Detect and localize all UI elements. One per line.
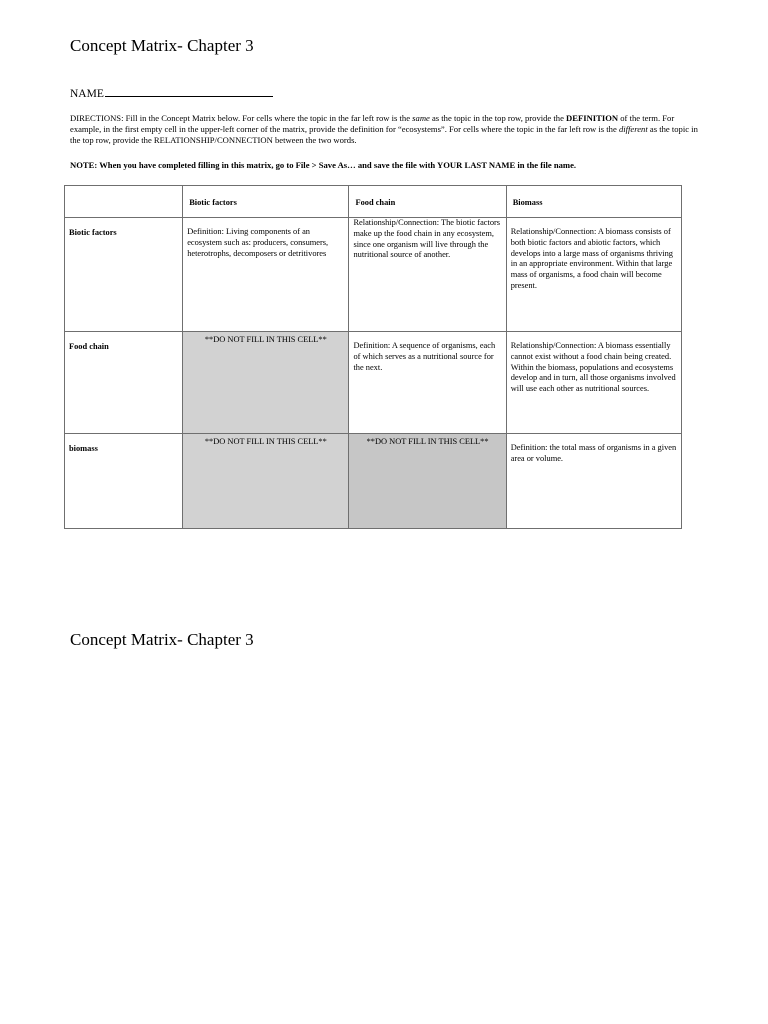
directions-paragraph (70, 113, 698, 146)
cell-biomass-biomass[interactable]: Definition: the total mass of organisms in a given area or volume. (506, 434, 681, 529)
directions-emphasis-different: different (618, 124, 648, 134)
concept-matrix-table (64, 185, 682, 529)
directions-text-1: DIRECTIONS: Fill in the Concept Matrix below. For cells where the topic in the far left row is the (70, 113, 413, 123)
cell-do-not-fill: **DO NOT FILL IN THIS CELL** (349, 434, 506, 529)
table-row (65, 332, 682, 434)
directions-emphasis-definition: DEFINITION (566, 113, 619, 123)
table-row (65, 434, 682, 529)
page-title: Concept Matrix- Chapter 3 (70, 36, 254, 55)
corner-cell (65, 186, 183, 218)
directions-text-4: as the topic in the top row, provide the RELATIONSHIP/CONNECTION between the two words. (70, 124, 698, 145)
cell-foodchain-biomass[interactable]: Relationship/Connection: A biomass essentially cannot exist without a food chain being created. Within the biomass, populations and ecosystems develop and in turn, all those organisms involved will use each other as nutritional sources. (506, 332, 681, 434)
cell-biotic-biomass[interactable]: Relationship/Connection: A biomass consists of both biotic factors and abiotic factors, which develops into a large mass of organisms thriving in an appropriate environment. Within that large mass of organisms, a food chain will become present. (506, 218, 681, 332)
row-header-food-chain: Food chain (65, 332, 183, 434)
table-row (65, 218, 682, 332)
directions-emphasis-same: same (412, 113, 430, 123)
col-header-biotic-factors: Biotic factors (183, 186, 349, 218)
table-header-row (65, 186, 682, 218)
name-blank-line[interactable] (105, 86, 273, 97)
page-title-repeat: Concept Matrix- Chapter 3 (70, 630, 254, 649)
directions-text-2: as the topic in the top row, provide the (429, 113, 567, 123)
row-header-biomass: biomass (65, 434, 183, 529)
cell-biotic-foodchain[interactable]: Relationship/Connection: The biotic factors make up the food chain in any ecosystem, since one organism will live through the nutritional source of another. (349, 218, 506, 332)
row-header-biotic-factors: Biotic factors (65, 218, 183, 332)
name-field[interactable] (70, 86, 273, 100)
col-header-biomass: Biomass (506, 186, 681, 218)
note-text: NOTE: When you have completed filling in this matrix, go to File > Save As… and save the file with YOUR LAST NAME in the file name. (70, 160, 577, 170)
cell-foodchain-foodchain[interactable]: Definition: A sequence of organisms, each of which serves as a nutritional source for the next. (349, 332, 506, 434)
name-label: NAME (70, 88, 104, 100)
cell-do-not-fill: **DO NOT FILL IN THIS CELL** (183, 434, 349, 529)
cell-do-not-fill: **DO NOT FILL IN THIS CELL** (183, 332, 349, 434)
col-header-food-chain: Food chain (349, 186, 506, 218)
cell-biotic-biotic[interactable]: Definition: Living components of an ecosystem such as: producers, consumers, heterotrophs, decomposers or detritivores (183, 218, 349, 332)
directions-text-3: of the term. For example, in the first empty cell in the upper-left corner of the matrix, provide the definition for “ecosystems”. For cells where the topic in the far left row is the (70, 113, 675, 134)
note-paragraph (70, 160, 698, 171)
